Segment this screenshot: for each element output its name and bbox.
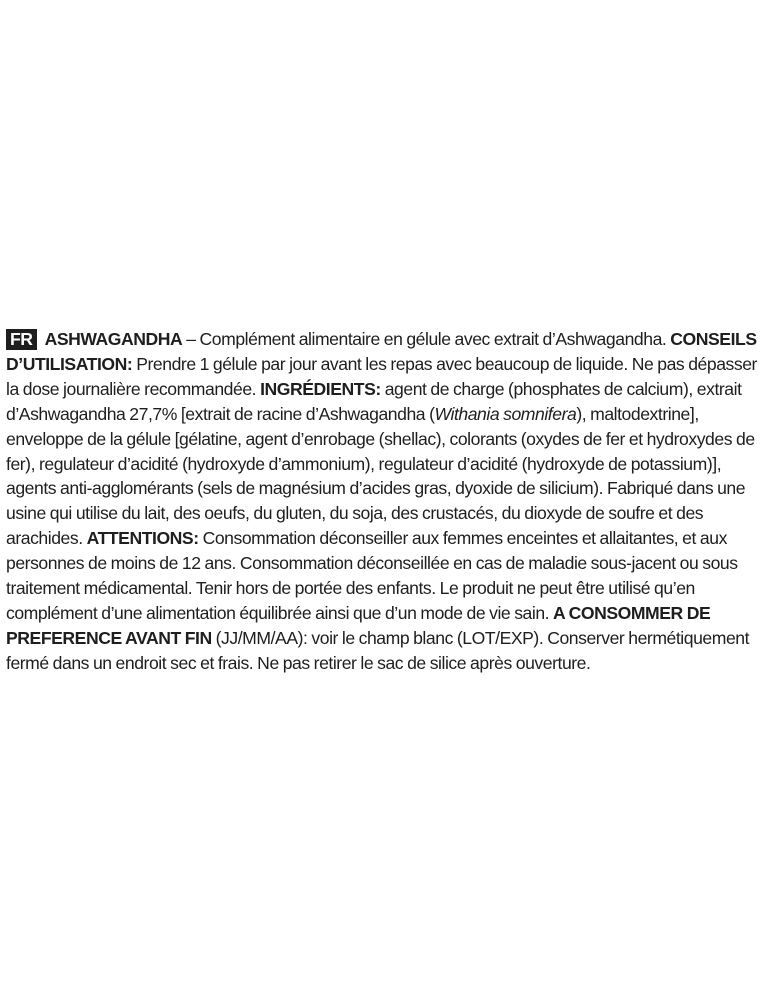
product-name: ASHWAGANDHA: [44, 329, 183, 349]
usage-text: Prendre 1 gélule par jour avant les repas avec beaucoup de liquide. Ne pas dépasser la dose journalière recommandée.: [6, 353, 757, 399]
expiry-text: (JJ/MM/AA): voir le champ blanc (LOT/EXP). Conserver hermétiquement fermé dans un endroit sec et frais. Ne pas retirer le sac de silice après ouverture.: [6, 627, 750, 673]
ingredients-text: agent de charge (phosphates de calcium), extrait d’Ashwagandha 27,7% [extrait de racine d’Ashwagandha (: [6, 378, 742, 424]
usage-heading: CONSEILS D’UTILISATION:: [6, 329, 757, 374]
ingredients-heading: INGRÉDIENTS:: [260, 378, 381, 399]
expiry-heading: A CONSOMMER DE PREFERENCE AVANT FIN: [6, 602, 711, 648]
language-badge: FR: [6, 329, 37, 350]
latin-name: Withania somnifera: [434, 403, 577, 424]
product-label-text: [6, 327, 765, 676]
warnings-text: Consommation déconseiller aux femmes enceintes et allaitantes, et aux personnes de moins de 12 ans. Consommation déconseillée en cas de maladie sous-jacent ou sous traitement médicamental. Tenir hors de portée des enfants. Le produit ne peut être utilisé qu’en complément d’une alimentation équilibrée ainsi que d’un mode de vie sain.: [6, 528, 738, 623]
intro-text: – Complément alimentaire en gélule avec extrait d’Ashwagandha.: [182, 329, 671, 349]
warnings-heading: ATTENTIONS:: [86, 528, 199, 549]
ingredients-text-continued: ), maltodextrine], enveloppe de la gélule [gélatine, agent d’enrobage (shellac), colorants (oxydes de fer et hydroxydes de fer), regulateur d’acidité (hydroxyde d’ammonium), regulateur d’acidité (hydroxyde de potassium)], agents anti-agglomérants (sels de magnésium d’acides gras, dyoxide de silicium). Fabriqué dans une usine qui utilise du lait, des oeufs, du gluten, du soja, des crustacés, du dioxyde de soufre et des arachides.: [6, 403, 755, 549]
